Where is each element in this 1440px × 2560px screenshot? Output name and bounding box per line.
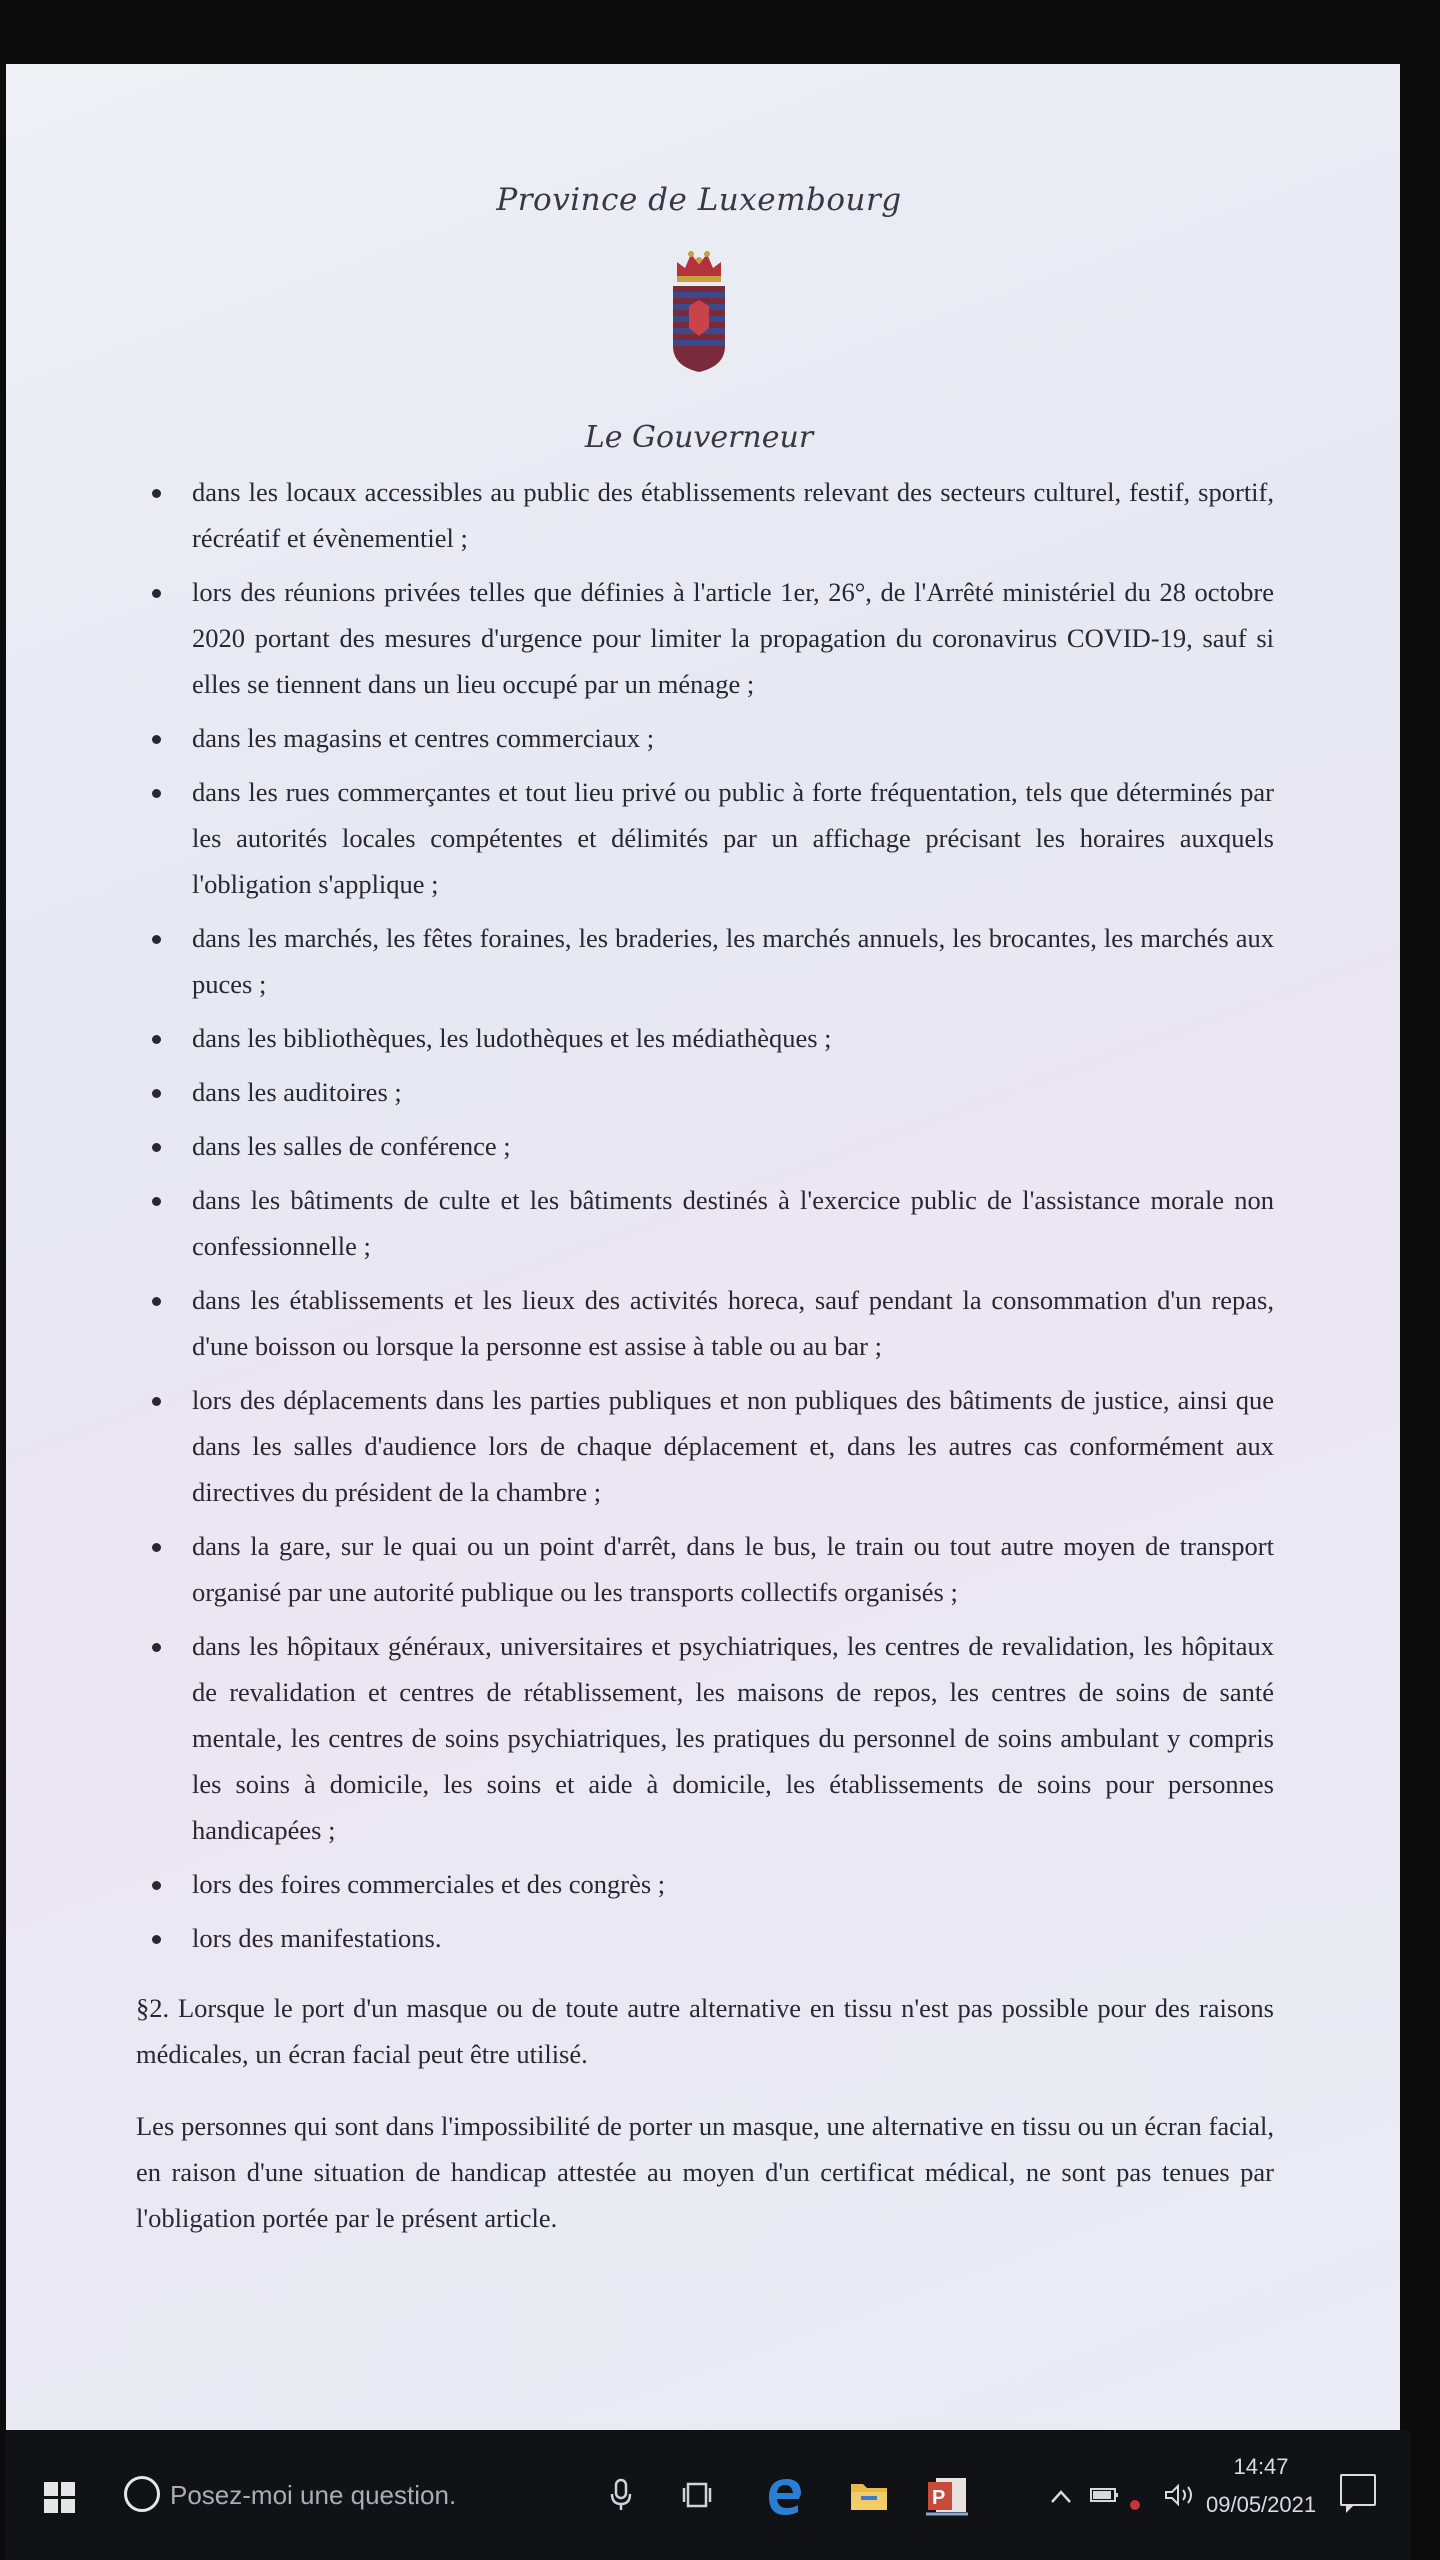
edge-icon[interactable] [762, 2472, 808, 2518]
battery-icon[interactable] [1090, 2484, 1120, 2510]
list-item: dans les hôpitaux généraux, universitaires et psychiatriques, les centres de revalidation, les hôpitaux de revalidation et centres de rétablissement, les maisons de repos, les centres de soins de santé mentale, les centres de soins psychiatriques, les pratiques du personnel de soins ambulant y compris les soins à domicile, les soins et aide à domicile, les établissements de soins pour personnes handicapées ; [124, 1623, 1274, 1853]
measures-list [124, 469, 1274, 1961]
search-input[interactable]: Posez-moi une question. [170, 2480, 457, 2510]
list-item: lors des manifestations. [124, 1915, 1274, 1961]
province-heading: Province de Luxembourg [496, 182, 902, 218]
clock[interactable] [1206, 2448, 1316, 2524]
list-item: dans les locaux accessibles au public des établissements relevant des secteurs culturel, festif, sportif, récréatif et évènementiel ; [124, 469, 1274, 561]
network-icon[interactable] [1128, 2492, 1142, 2518]
bullet-icon [152, 589, 161, 598]
list-item: dans la gare, sur le quai ou un point d'arrêt, dans le bus, le train ou tout autre moyen de transport organisé par une autorité publique ou les transports collectifs organisés ; [124, 1523, 1274, 1615]
document-page [124, 182, 1274, 2241]
powerpoint-icon[interactable] [924, 2472, 970, 2518]
list-item: dans les établissements et les lieux des activités horeca, sauf pendant la consommation d'un repas, d'une boisson ou lorsque la personne est assise à table ou au bar ; [124, 1277, 1274, 1369]
file-explorer-icon[interactable] [846, 2472, 892, 2518]
coat-of-arms-icon [669, 248, 729, 374]
volume-icon[interactable] [1164, 2484, 1198, 2512]
list-item: dans les bibliothèques, les ludothèques et les médiathèques ; [124, 1015, 1274, 1061]
chevron-up-icon[interactable] [1050, 2484, 1072, 2510]
svg-text:P: P [932, 2487, 946, 2509]
bullet-icon [152, 735, 161, 744]
windows-icon[interactable] [44, 2482, 76, 2514]
bullet-icon [152, 489, 161, 498]
task-view-icon[interactable] [674, 2472, 720, 2518]
bullet-icon [152, 1197, 161, 1206]
bullet-icon [152, 1035, 161, 1044]
list-item: dans les marchés, les fêtes foraines, les braderies, les marchés annuels, les brocantes, les marchés aux puces ; [124, 915, 1274, 1007]
paragraph-exemption: Les personnes qui sont dans l'impossibilité de porter un masque, une alternative en tissu ou un écran facial, en raison d'une situation de handicap attestée au moyen d'un certificat médical, ne sont pas tenues par l'obligation portée par le présent article. [136, 2111, 1274, 2233]
list-item: lors des déplacements dans les parties publiques et non publiques des bâtiments de justice, ainsi que dans les salles d'audience lors de chaque déplacement et, dans les autres cas conformément aux directives du président de la chambre ; [124, 1377, 1274, 1515]
bullet-icon [152, 1643, 161, 1652]
letterhead [124, 182, 1274, 455]
list-item: lors des réunions privées telles que définies à l'article 1er, 26°, de l'Arrêté ministériel du 28 octobre 2020 portant des mesures d'urgence pour limiter la propagation du coronavirus COVID-19, sauf si elles se tiennent dans un lieu occupé par un ménage ; [124, 569, 1274, 707]
paragraph-face-shield: §2. Lorsque le port d'un masque ou de toute autre alternative en tissu n'est pas possible pour des raisons médicales, un écran facial peut être utilisé. [136, 1993, 1274, 2069]
list-item: dans les magasins et centres commerciaux ; [124, 715, 1274, 761]
list-item: dans les rues commerçantes et tout lieu privé ou public à forte fréquentation, tels que déterminés par les autorités locales compétentes et délimités par un affichage précisant les horaires auxquels l'obligation s'applique ; [124, 769, 1274, 907]
governor-heading: Le Gouverneur [584, 420, 814, 455]
list-item: lors des foires commerciales et des congrès ; [124, 1861, 1274, 1907]
notification-icon[interactable] [1340, 2474, 1376, 2506]
bullet-icon [152, 1297, 161, 1306]
bullet-icon [152, 1543, 161, 1552]
bullet-icon [152, 1397, 161, 1406]
bullet-icon [152, 1881, 161, 1890]
list-item: dans les auditoires ; [124, 1069, 1274, 1115]
bullet-icon [152, 1089, 161, 1098]
list-item: dans les bâtiments de culte et les bâtiments destinés à l'exercice public de l'assistance morale non confessionnelle ; [124, 1177, 1274, 1269]
microphone-icon[interactable] [598, 2472, 644, 2518]
bullet-icon [152, 789, 161, 798]
list-item: dans les salles de conférence ; [124, 1123, 1274, 1169]
taskbar [6, 2430, 1410, 2560]
bullet-icon [152, 1143, 161, 1152]
bullet-icon [152, 1935, 161, 1944]
clock-time: 14:47 [1233, 2454, 1289, 2479]
document-viewer[interactable] [6, 64, 1400, 2432]
clock-date: 09/05/2021 [1206, 2492, 1317, 2517]
cortana-icon[interactable] [124, 2476, 160, 2512]
bullet-icon [152, 935, 161, 944]
